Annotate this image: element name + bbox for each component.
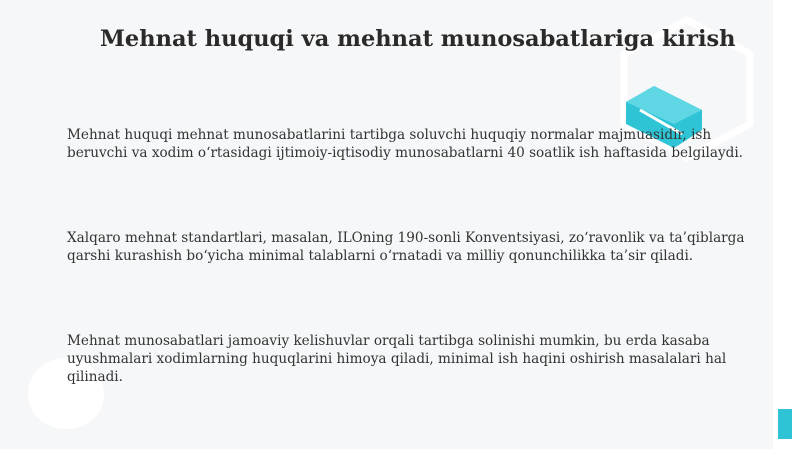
paragraph-3: Mehnat munosabatlari jamoaviy kelishuvlar orqali tartibga solinishi mumkin, bu erda kasaba uyushmalari xodimlarning huquqlarini himoya qiladi, minimal ish haqini oshirish masalalari hal qilinadi. (67, 333, 727, 385)
right-panel-strip (773, 0, 800, 449)
paragraph-1: Mehnat huquqi mehnat munosabatlarini tartibga soluvchi huquqiy normalar majmuasidir, ish beruvchi va xodim o‘rtasidagi ijtimoiy-iqtisodiy munosabatlarni 40 soatlik ish haftasida belgilaydi. (67, 127, 744, 161)
paragraph-2: Xalqaro mehnat standartlari, masalan, ILOning 190-sonli Konventsiyasi, zo‘ravonlik va ta’qiblarga qarshi kurashish bo‘yicha minimal talablarni o‘rnatadi va milliy qonunchilikka ta’sir qiladi. (67, 230, 745, 264)
slide-title: Mehnat huquqi va mehnat munosabatlariga kirish (100, 26, 736, 52)
scroll-tab[interactable] (778, 409, 792, 439)
